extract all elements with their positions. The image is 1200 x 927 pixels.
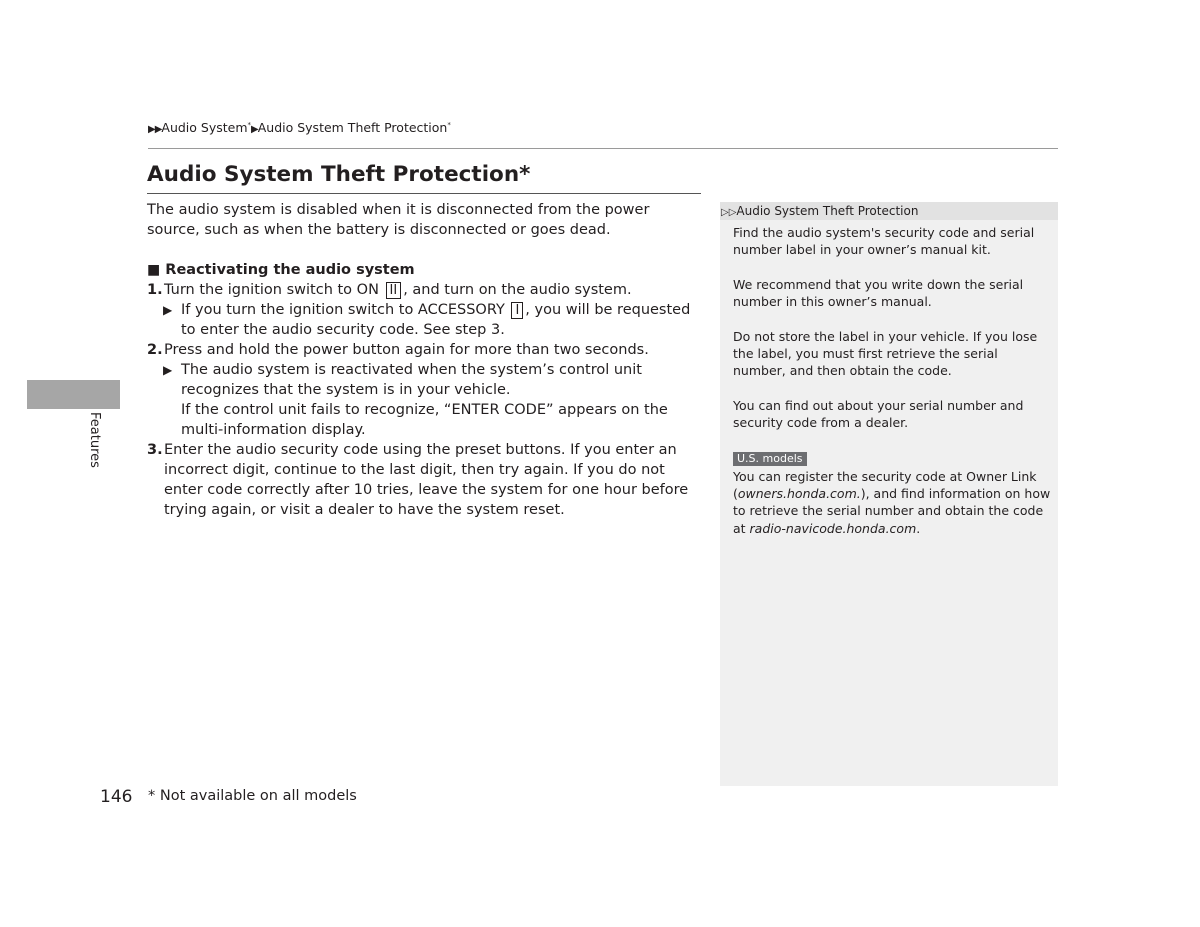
header-divider: [148, 148, 1058, 149]
sidebar-paragraph: You can register the security code at Owner Link (owners.honda.com.), and find information on how to retrieve the serial number and obtain the code at radio-navicode.honda.com.: [733, 468, 1051, 536]
main-content: [147, 200, 703, 520]
subheading-text: Reactivating the audio system: [165, 262, 415, 278]
breadcrumb-arrows-icon: ▶▶: [148, 124, 162, 135]
step-2-text: Press and hold the power button again for more than two seconds.: [164, 342, 649, 358]
subheading: [147, 260, 703, 280]
step-1-text-b: , and turn on the audio system.: [403, 282, 632, 298]
intro-paragraph: The audio system is disabled when it is disconnected from the power source, such as when the battery is disconnected or goes dead.: [147, 202, 650, 238]
ignition-on-key-icon: II: [386, 282, 402, 299]
double-chevron-icon: ▷▷: [721, 207, 737, 218]
us-models-badge: U.S. models: [733, 452, 807, 466]
ignition-accessory-key-icon: I: [511, 302, 523, 319]
section-tab[interactable]: [27, 380, 120, 409]
footnote: * Not available on all models: [148, 788, 357, 804]
step-3: [147, 440, 703, 520]
section-tab-label: Features: [87, 412, 102, 468]
page-title-asterisk: *: [519, 162, 531, 187]
breadcrumb-asterisk: *: [447, 120, 451, 129]
square-bullet-icon: ■: [147, 262, 161, 278]
sidebar-paragraph: Find the audio system's security code and serial number label in your owner’s manual kit.: [733, 225, 1035, 258]
sidebar-header-text[interactable]: Audio System Theft Protection: [736, 204, 919, 218]
page-number: 146: [100, 787, 133, 807]
sidebar-paragraph: Do not store the label in your vehicle. If you lose the label, you must first retrieve the serial number, and then obtain the code.: [733, 328, 1038, 379]
step-number: 2.: [147, 342, 163, 358]
sidebar-paragraph: You can find out about your serial number and security code from a dealer.: [733, 397, 1024, 431]
radio-navicode-link[interactable]: radio-navicode.honda.com: [749, 520, 917, 536]
step-1-note-text-b: , you will be requested to enter the audio security code. See step 3.: [181, 302, 691, 338]
sidebar-header: [720, 202, 1058, 220]
step-2: [147, 340, 703, 360]
breadcrumb-item-audio-system[interactable]: Audio System: [161, 120, 248, 135]
step-1-note-text-a: If you turn the ignition switch to ACCESSORY: [181, 302, 510, 318]
breadcrumb: [148, 120, 451, 135]
breadcrumb-separator-icon: ▶: [251, 124, 258, 135]
triangle-pointer-icon: ▶: [163, 303, 173, 317]
title-divider: [147, 193, 701, 194]
sidebar-paragraph: We recommend that you write down the serial number in this owner’s manual.: [733, 276, 1024, 310]
sidebar-notes: [720, 202, 1058, 786]
step-2-note: [147, 360, 703, 400]
page-title: [147, 162, 530, 187]
triangle-pointer-icon: ▶: [163, 363, 173, 377]
step-2-extra: If the control unit fails to recognize, “ENTER CODE” appears on the multi-information display.: [181, 402, 668, 438]
step-2-note-text: The audio system is reactivated when the system’s control unit recognizes that the system is in your vehicle.: [181, 362, 642, 398]
step-1: [147, 280, 703, 300]
step-1-text-a: Turn the ignition switch to ON: [164, 282, 384, 298]
step-3-text: Enter the audio security code using the preset buttons. If you enter an incorrect digit, continue to the last digit, then try again. If you do not enter code correctly after 10 tries, leave the system for one hour before trying again, or visit a dealer to have the system reset.: [164, 442, 689, 518]
owners-link[interactable]: owners.honda.com.: [737, 486, 861, 502]
page-title-text: Audio System Theft Protection: [147, 162, 520, 187]
breadcrumb-item-theft-protection[interactable]: Audio System Theft Protection: [257, 120, 448, 135]
breadcrumb-asterisk: *: [247, 120, 252, 129]
sidebar-body: [733, 224, 1051, 537]
step-number: 3.: [147, 442, 163, 458]
step-number: 1.: [147, 282, 163, 298]
step-1-note: [147, 300, 703, 340]
